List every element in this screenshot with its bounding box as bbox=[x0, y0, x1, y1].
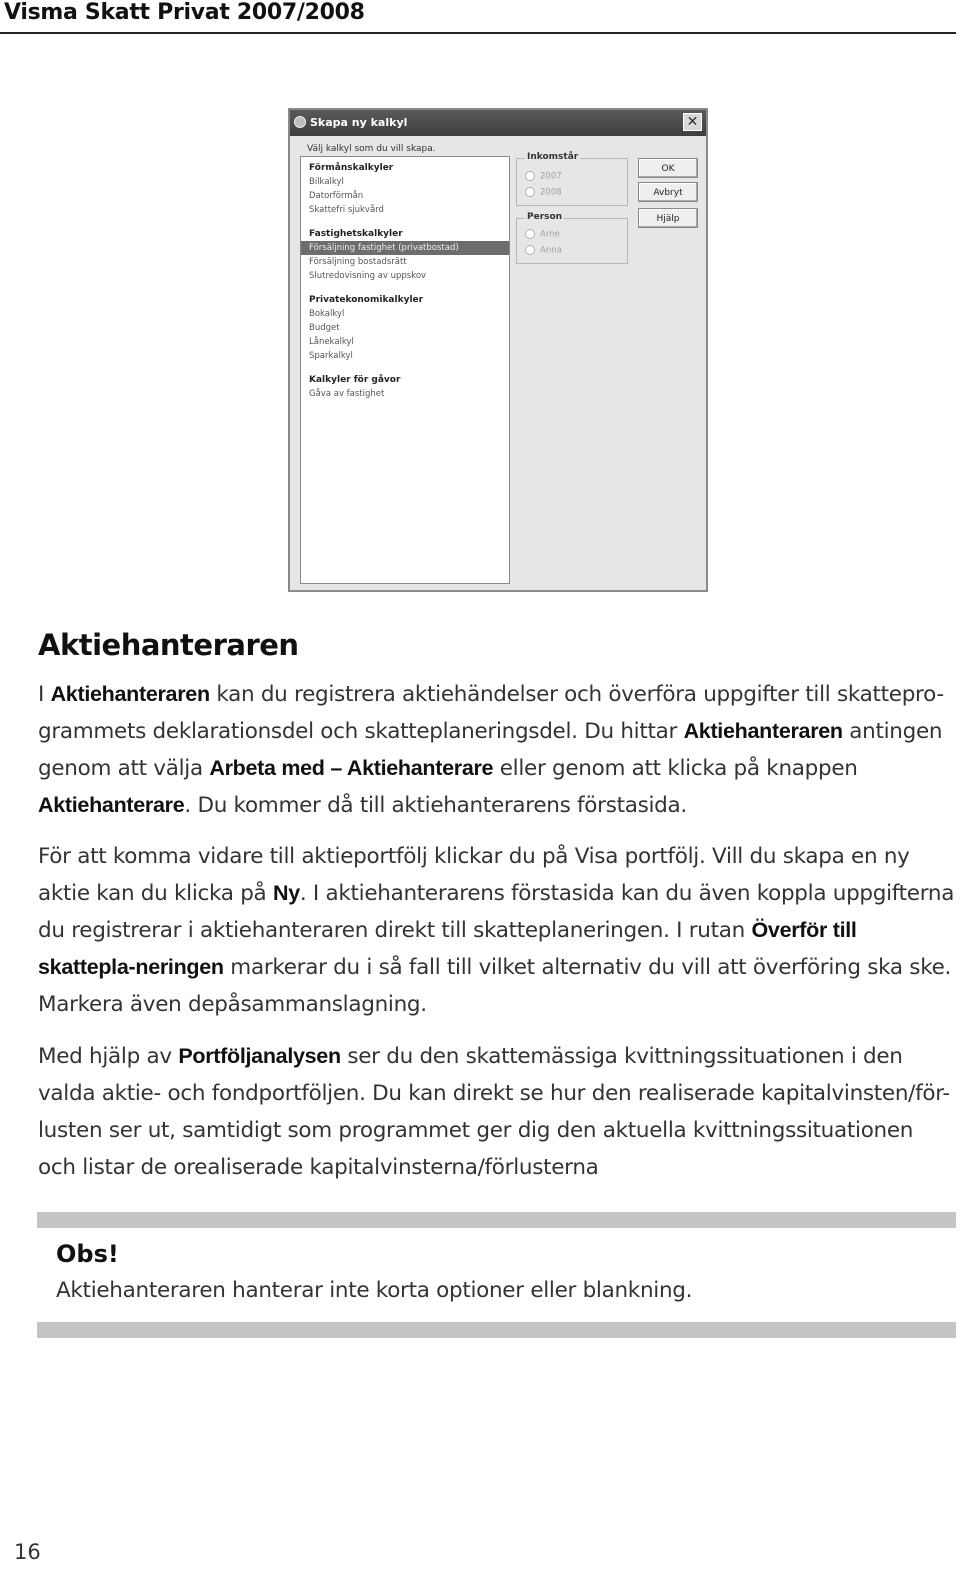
app-icon bbox=[294, 116, 306, 128]
note-text: Aktiehanteraren hanterar inte korta optioner eller blankning. bbox=[56, 1278, 693, 1303]
list-group-header: Förmånskalkyler bbox=[309, 163, 394, 173]
income-year-group bbox=[516, 152, 628, 206]
page-number: 16 bbox=[14, 1540, 41, 1564]
list-group-gifts bbox=[301, 373, 509, 401]
list-item[interactable]: Bilkalkyl bbox=[309, 177, 344, 187]
radio-2008[interactable]: 2008 bbox=[525, 187, 562, 198]
list-item[interactable]: Budget bbox=[309, 323, 340, 333]
help-button[interactable]: Hjälp bbox=[638, 208, 698, 228]
note-bar-bottom bbox=[37, 1322, 956, 1338]
radio-icon bbox=[525, 245, 535, 255]
list-item[interactable]: Försäljning bostadsrätt bbox=[309, 257, 407, 267]
list-group-personal-finance bbox=[301, 293, 509, 363]
income-year-label: Inkomstår bbox=[527, 152, 579, 162]
person-group bbox=[516, 212, 628, 264]
radio-icon bbox=[525, 229, 535, 239]
calculation-list[interactable] bbox=[300, 156, 510, 584]
ok-button[interactable]: OK bbox=[638, 158, 698, 178]
radio-2007[interactable]: 2007 bbox=[525, 171, 562, 182]
note-title: Obs! bbox=[56, 1240, 119, 1268]
page-header-title: Visma Skatt Privat 2007/2008 bbox=[4, 0, 365, 25]
note-bar-top bbox=[37, 1212, 956, 1228]
list-item[interactable]: Slutredovisning av uppskov bbox=[309, 271, 427, 281]
list-item-selected[interactable]: Försäljning fastighet (privatbostad) bbox=[301, 241, 509, 255]
list-item[interactable]: Sparkalkyl bbox=[309, 351, 353, 361]
dialog-title: Skapa ny kalkyl bbox=[310, 116, 408, 129]
list-item[interactable]: Lånekalkyl bbox=[309, 337, 354, 347]
radio-arne[interactable]: Arne bbox=[525, 229, 560, 240]
dialog-titlebar bbox=[290, 110, 706, 136]
paragraph-analysis: Med hjälp av Portföljanalysen ser du den skattemässiga kvittningssituationen i den valda aktie- och fondportföljen. Du kan direkt se hur den realiserade kapitalvinsten/för-lusten ser ut, samtidigt som programmet ger dig den aktuella kvittningssituationen och listar de orealiserade kapitalvinsterna/förlusterna bbox=[38, 1044, 950, 1180]
radio-icon bbox=[525, 187, 535, 197]
list-item[interactable]: Datorförmån bbox=[309, 191, 364, 201]
list-item[interactable]: Bokalkyl bbox=[309, 309, 345, 319]
radio-icon bbox=[525, 171, 535, 181]
section-heading: Aktiehanteraren bbox=[38, 628, 299, 662]
list-item[interactable]: Gåva av fastighet bbox=[309, 389, 385, 399]
paragraph-portfolio: För att komma vidare till aktieportfölj klickar du på Visa portfölj. Vill du skapa en ny aktie kan du klicka på Ny. I aktiehanterarens förstasida kan du även koppla uppgifterna du registrerar i aktiehanteraren direkt till skatteplaneringen. I rutan Överför till skattepla-neringen markerar du i så fall till vilket alternativ du vill att överföring ska ske. Markera även depåsammanslagning. bbox=[38, 844, 955, 1017]
create-calculation-dialog bbox=[288, 108, 708, 592]
person-label: Person bbox=[527, 212, 563, 222]
close-icon[interactable]: ✕ bbox=[683, 113, 702, 131]
radio-anna[interactable]: Anna bbox=[525, 245, 562, 256]
list-group-header: Privatekonomikalkyler bbox=[309, 295, 424, 305]
list-group-header: Kalkyler för gåvor bbox=[309, 375, 401, 385]
list-group-property bbox=[301, 227, 509, 283]
cancel-button[interactable]: Avbryt bbox=[638, 182, 698, 202]
paragraph-intro: I Aktiehanteraren kan du registrera aktiehändelser och överföra uppgifter till skattepro-grammets deklarationsdel och skatteplaneringsdel. Du hittar Aktiehanteraren antingen genom att välja Arbeta med – Aktiehanterare eller genom att klicka på knappen Aktiehanterare. Du kommer då till aktiehanterarens förstasida. bbox=[38, 682, 944, 818]
header-rule bbox=[0, 32, 956, 34]
list-group-header: Fastighetskalkyler bbox=[309, 229, 403, 239]
list-group-benefits bbox=[301, 161, 509, 217]
list-item[interactable]: Skattefri sjukvård bbox=[309, 205, 384, 215]
dialog-prompt: Välj kalkyl som du vill skapa. bbox=[307, 144, 436, 154]
